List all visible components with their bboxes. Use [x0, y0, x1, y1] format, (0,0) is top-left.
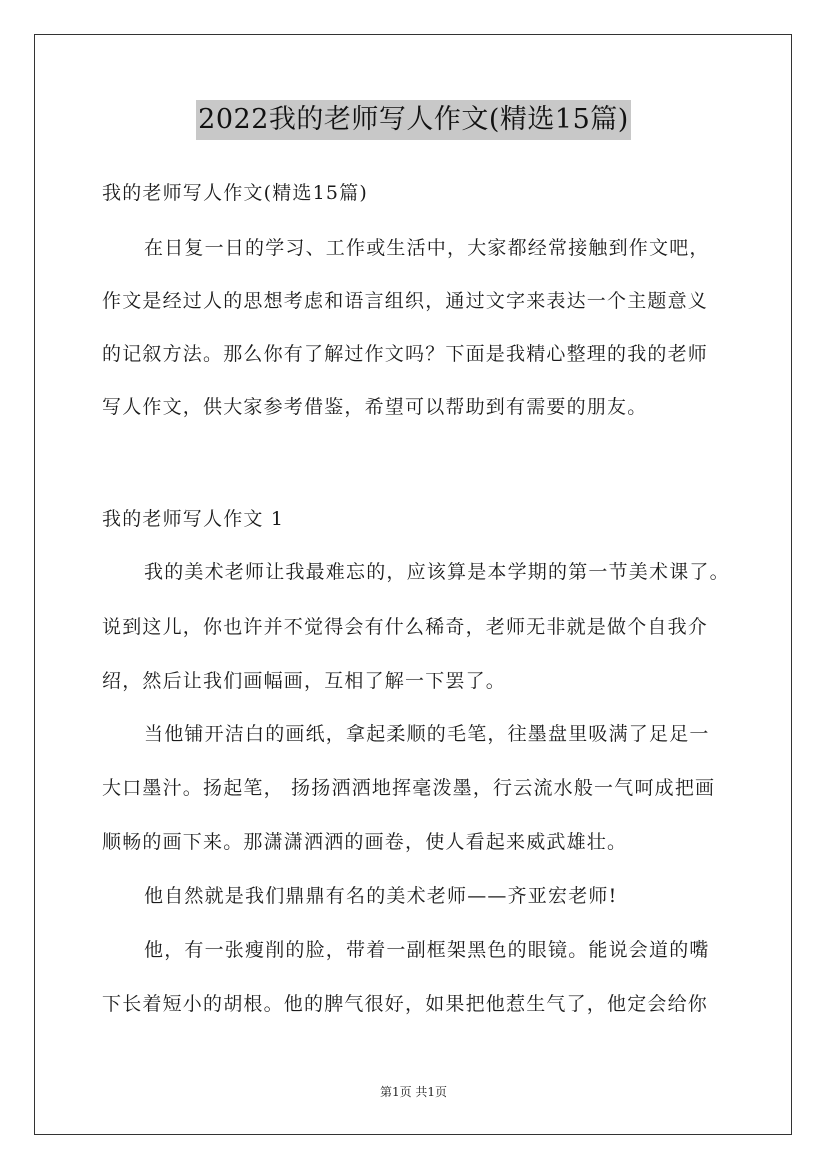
paragraph-line: 他自然就是我们鼎鼎有名的美术老师——齐亚宏老师!	[144, 885, 618, 907]
paragraph-line: 顺畅的画下来。那潇潇洒洒的画卷，使人看起来威武雄壮。	[102, 831, 628, 853]
document-title: 2022我的老师写人作文(精选15篇)	[196, 100, 631, 140]
intro-line: 在日复一日的学习、工作或生活中，大家都经常接触到作文吧，	[144, 237, 710, 259]
paragraph-line: 当他铺开洁白的画纸，拿起柔顺的毛笔，往墨盘里吸满了足足一	[144, 723, 710, 745]
title-container	[0, 100, 827, 140]
paragraph-line: 绍，然后让我们画幅画，互相了解一下罢了。	[102, 670, 507, 692]
section-heading: 我的老师写人作文 1	[102, 508, 285, 530]
paragraph-line: 我的美术老师让我最难忘的，应该算是本学期的第一节美术课了。	[144, 561, 730, 583]
intro-line: 写人作文，供大家参考借鉴，希望可以帮助到有需要的朋友。	[102, 396, 648, 418]
paragraph-line: 他，有一张瘦削的脸，带着一副框架黑色的眼镜。能说会道的嘴	[144, 939, 710, 961]
subtitle: 我的老师写人作文(精选15篇)	[102, 182, 369, 204]
paragraph-line: 大口墨汁。扬起笔， 扬扬洒洒地挥毫泼墨，行云流水般一气呵成把画	[102, 777, 716, 799]
paragraph-line: 说到这儿，你也许并不觉得会有什么稀奇，老师无非就是做个自我介	[102, 616, 709, 638]
intro-line: 的记叙方法。那么你有了解过作文吗？下面是我精心整理的我的老师	[102, 343, 709, 365]
intro-line: 作文是经过人的思想考虑和语言组织，通过文字来表达一个主题意义	[102, 290, 709, 312]
page-footer: 第1页 共1页	[379, 1085, 448, 1099]
paragraph-line: 下长着短小的胡根。他的脾气很好，如果把他惹生气了，他定会给你	[102, 993, 709, 1015]
